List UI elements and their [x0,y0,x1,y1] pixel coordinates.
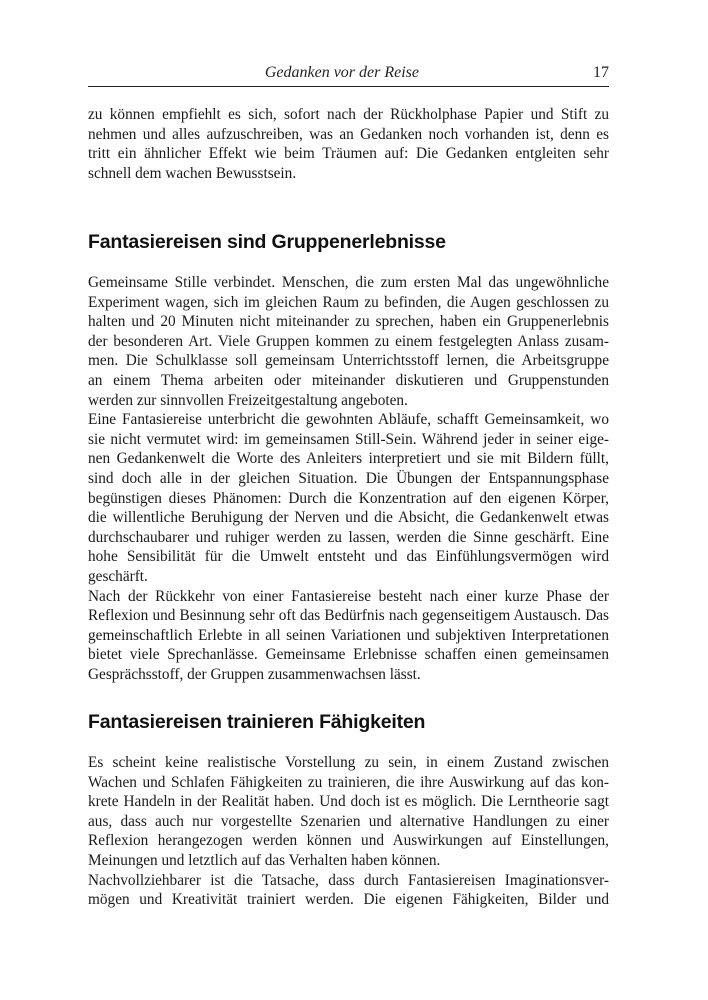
text-line: krete Handeln in der Realität haben. Und doch ist es möglich. Die Lerntheorie sagt [88,793,609,811]
text-line: geschärft. [88,567,148,585]
text-line: mögen und Kreativität trainiert werden. Die eigenen Fähigkeiten, Bilder und [88,891,609,909]
text-line: Es scheint keine realistische Vorstellung zu sein, in einem Zustand zwischen [88,754,609,771]
section-body-faehigkeiten [88,753,609,910]
text-line: Wachen und Schlafen Fähigkeiten zu trainieren, die ihre Auswirkung auf das kon- [88,773,609,791]
text-line: der besonderen Art. Viele Gruppen kommen zu einem festgelegten Anlass zusam- [88,332,609,350]
text-line: Reflexion und Besinnung sehr oft das Bedürfnis nach gegenseitigem Austausch. Das [88,607,609,625]
text-line: zu können empfiehlt es sich, sofort nach der Rückholphase Papier und Stift zu [88,106,609,123]
text-line: Nachvollziehbarer ist die Tatsache, dass durch Fantasiereisen Imaginationsver- [88,871,609,889]
text-line: Reflexion herangezogen werden können und Auswirkungen auf Einstellungen, [88,832,609,850]
text-line: halten und 20 Minuten nicht miteinander zu sprechen, haben ein Gruppenerlebnis [88,313,609,331]
section-heading-faehigkeiten: Fantasiereisen trainieren Fähigkeiten [88,711,426,733]
text-line: Gemeinsame Stille verbindet. Menschen, die zum ersten Mal das ungewöhnliche [88,274,609,291]
text-line: men. Die Schulklasse soll gemeinsam Unterrichtsstoff lernen, die Arbeitsgruppe [88,352,609,370]
text-line: gemeinschaftlich Erlebte in all seinen Variationen und subjektiven Interpretationen [88,626,609,644]
intro-paragraph [88,105,609,183]
text-line: begünstigen dieses Phänomen: Durch die Konzentration auf den eigenen Körper, [88,489,609,507]
text-line: schnell dem wachen Bewusstsein. [88,164,297,182]
page-header [88,64,609,87]
running-title: Gedanken vor der Reise [264,64,419,81]
text-line: an einem Thema arbeiten oder miteinander diskutieren und Gruppenstunden [88,371,609,389]
text-line: sie nicht vermutet wird: im gemeinsamen Still-Sein. Während jeder in seiner eige- [88,430,609,448]
text-line: durchschaubarer und ruhiger werden zu lassen, werden die Sinne geschärft. Eine [88,528,609,546]
text-line: Gesprächsstoff, der Gruppen zusammenwachsen lässt. [88,665,421,683]
text-line: hohe Sensibilität für die Umwelt entsteht und das Einfühlungsvermögen wird [88,548,609,566]
text-line: Meinungen und letztlich auf das Verhalten haben können. [88,851,441,869]
page-number: 17 [593,64,609,81]
section-heading-gruppenerlebnisse: Fantasiereisen sind Gruppenerlebnisse [88,231,446,253]
section-body-gruppenerlebnisse [88,273,609,684]
text-line: bietet viele Sprechanlässe. Gemeinsame Erlebnisse schaffen einen gemeinsamen [88,646,609,664]
text-line: die willentliche Beruhigung der Nerven und die Absicht, die Gedankenwelt etwas [88,509,609,527]
text-line: Nach der Rückkehr von einer Fantasiereise besteht nach einer kurze Phase der [88,587,609,605]
text-line: aus, dass auch nur vorgestellte Szenarien und alternative Handlungen zu einer [88,812,609,830]
text-line: nen Gedankenwelt die Worte des Anleiters interpretiert und sie mit Bildern füllt, [88,450,609,468]
text-line: tritt ein ähnlicher Effekt wie beim Träumen auf: Die Gedanken entgleiten sehr [88,145,609,163]
text-line: sind doch alle in der gleichen Situation. Die Übungen der Entspannungsphase [88,469,609,487]
text-line: nehmen und alles aufzuschreiben, was an Gedanken noch vorhanden ist, denn es [88,125,609,143]
text-line: Eine Fantasiereise unterbricht die gewohnten Abläufe, schafft Gemeinsamkeit, wo [88,411,609,429]
text-line: werden zur sinnvollen Freizeitgestaltung angeboten. [88,391,408,409]
text-line: Experiment wagen, sich im gleichen Raum zu befinden, die Augen geschlossen zu [88,293,609,311]
